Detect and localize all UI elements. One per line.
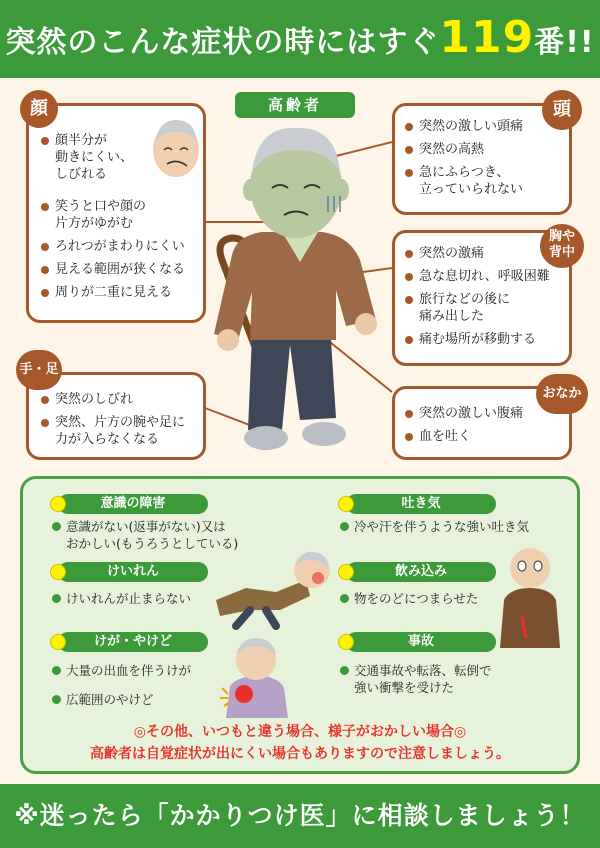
note-line-2: 高齢者は自覚症状が出にくい場合もありますので注意しましょう。: [90, 746, 510, 762]
belly-item: 血を吐く: [405, 428, 565, 445]
title-number: 119: [439, 12, 535, 63]
bullet-icon: [50, 564, 66, 580]
chest-item: 突然の激痛: [405, 245, 555, 262]
bullet-icon: [338, 564, 354, 580]
title-exclaim: !!: [565, 25, 595, 60]
belly-item: 突然の激しい腹痛: [405, 405, 565, 422]
face-item: 顔半分が 動きにくい、 しびれる: [41, 132, 151, 183]
right-ear: [335, 179, 349, 201]
choking-person-illustration: [490, 540, 570, 648]
left-slipper: [244, 426, 288, 450]
bullet-icon: [50, 496, 66, 512]
trousers: [248, 325, 336, 430]
note-line-1: ◎その他、いつもと違う場合、様子がおかしい場合◎: [133, 724, 467, 740]
chest-item: 急な息切れ、呼吸困難: [405, 268, 555, 285]
title-text: 突然のこんな症状の時にはすぐ: [5, 25, 440, 60]
belly-label: おなか: [536, 374, 588, 414]
left-hand: [217, 329, 239, 351]
title-suffix: 番: [534, 25, 566, 60]
face-illustration: [147, 112, 205, 184]
convulsion-item: けいれんが止まらない: [52, 590, 252, 607]
face-symptoms-box: [26, 103, 206, 323]
consciousness-heading: 意識の障害: [58, 494, 208, 514]
face-label: 顔: [20, 90, 58, 128]
injury-item: 大量の出血を伴うけが: [52, 662, 222, 679]
bullet-icon: [50, 634, 66, 650]
head-item: 急にふらつき、 立っていられない: [405, 164, 565, 198]
accident-item: 交通事故や転落、転倒で 強い衝撃を受けた: [340, 662, 560, 696]
limb-item: 突然、片方の腕や足に 力が入らなくなる: [41, 414, 206, 448]
convulsion-heading: けいれん: [58, 562, 208, 582]
head-label: 頭: [542, 90, 582, 130]
injury-heading: けが・やけど: [58, 632, 208, 652]
right-hand: [355, 313, 377, 335]
head-item: 突然の高熱: [405, 141, 565, 158]
bullet-icon: [338, 634, 354, 650]
bullet-icon: [338, 496, 354, 512]
right-slipper: [302, 422, 346, 446]
vomit-item: 冷や汗を伴うような強い吐き気: [340, 518, 570, 535]
head-item: 突然の激しい頭痛: [405, 118, 565, 135]
footer-message: ※迷ったら「かかりつけ医」に相談しましょう！: [14, 801, 586, 830]
left-ear: [243, 179, 257, 201]
chest-item: 旅行などの後に 痛み出した: [405, 291, 555, 325]
face-item: 見える範囲が狭くなる: [41, 261, 201, 278]
elderly-tag: 高齢者: [235, 92, 355, 118]
accident-heading: 事故: [346, 632, 496, 652]
limb-item: 突然のしびれ: [41, 391, 206, 408]
chest-item: 痛む場所が移動する: [405, 331, 555, 348]
limb-label: 手・足: [16, 350, 62, 390]
vomit-heading: 吐き気: [346, 494, 496, 514]
consciousness-item: 意識がない(返事がない)又は おかしい(もうろうとしている): [52, 518, 282, 552]
fallen-person-illustration: [206, 540, 336, 630]
swallow-heading: 飲み込み: [346, 562, 496, 582]
burned-hand-illustration: [214, 634, 294, 718]
face-item: 笑うと口や顔の 片方がゆがむ: [41, 198, 201, 232]
injury-item: 広範囲のやけど: [52, 691, 222, 708]
face-item: ろれつがまわりにくい: [41, 238, 201, 255]
page-title: [0, 14, 600, 67]
swallow-item: 物をのどにつまらせた: [340, 590, 500, 607]
chest-label: 胸や 背中: [540, 224, 584, 268]
face-item: 周りが二重に見える: [41, 284, 201, 301]
